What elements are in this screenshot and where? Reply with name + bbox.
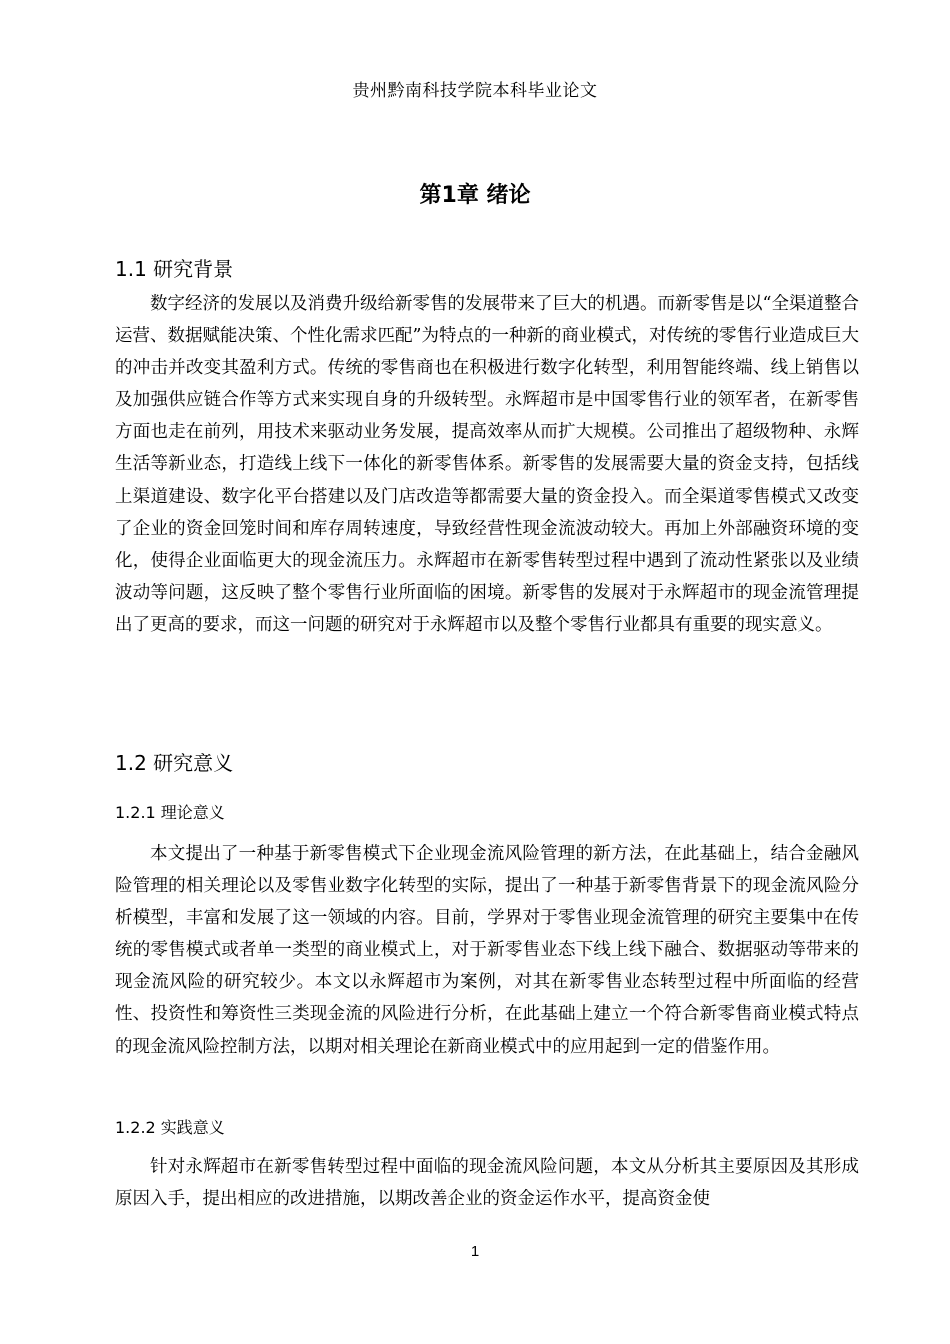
section-heading-1-2: 1.2 研究意义 — [115, 751, 234, 775]
paragraph-theoretical-significance: 本文提出了一种基于新零售模式下企业现金流风险管理的新方法，在此基础上，结合金融风险管理的相关理论以及零售业数字化转型的实际，提出了一种基于新零售背景下的现金流风险分析模型，丰富和发展了这一领域的内容。目前，学界对于零售业现金流管理的研究主要集中在传统的零售模式或者单一类型的商业模式上，对于新零售业态下线上线下融合、数据驱动等带来的现金流风险的研究较少。本文以永辉超市为案例，对其在新零售业态转型过程中所面临的经营性、投资性和筹资性三类现金流的风险进行分析，在此基础上建立一个符合新零售商业模式特点的现金流风险控制方法，以期对相关理论在新商业模式中的应用起到一定的借鉴作用。 — [115, 844, 859, 1057]
paragraph-research-background: 数字经济的发展以及消费升级给新零售的发展带来了巨大的机遇。而新零售是以“全渠道整合运营、数据赋能决策、个性化需求匹配”为特点的一种新的商业模式，对传统的零售行业造成巨大的冲击并改变其盈利方式。传统的零售商也在积极进行数字化转型，利用智能终端、线上销售以及加强供应链合作等方式来实现自身的升级转型。永辉超市是中国零售行业的领军者，在新零售方面也走在前列，用技术来驱动业务发展，提高效率从而扩大规模。公司推出了超级物种、永辉生活等新业态，打造线上线下一体化的新零售体系。新零售的发展需要大量的资金支持，包括线上渠道建设、数字化平台搭建以及门店改造等都需要大量的资金投入。而全渠道零售模式又改变了企业的资金回笼时间和库存周转速度，导致经营性现金流波动较大。再加上外部融资环境的变化，使得企业面临更大的现金流压力。永辉超市在新零售转型过程中遇到了流动性紧张以及业绩波动等问题，这反映了整个零售行业所面临的困境。新零售的发展对于永辉超市的现金流管理提出了更高的要求，而这一问题的研究对于永辉超市以及整个零售行业都具有重要的现实意义。 — [115, 294, 859, 635]
section-heading-1-1: 1.1 研究背景 — [115, 257, 234, 281]
chapter-title: 第1章 绪论 — [419, 183, 531, 208]
subsection-heading-1-2-2: 1.2.2 实践意义 — [115, 1118, 225, 1137]
page-number: 1 — [470, 1243, 480, 1260]
page-header: 贵州黔南科技学院本科毕业论文 — [352, 81, 598, 101]
subsection-heading-1-2-1: 1.2.1 理论意义 — [115, 803, 225, 822]
paragraph-practical-significance: 针对永辉超市在新零售转型过程中面临的现金流风险问题，本文从分析其主要原因及其形成原因入手，提出相应的改进措施，以期改善企业的资金运作水平，提高资金使 — [115, 1157, 859, 1210]
